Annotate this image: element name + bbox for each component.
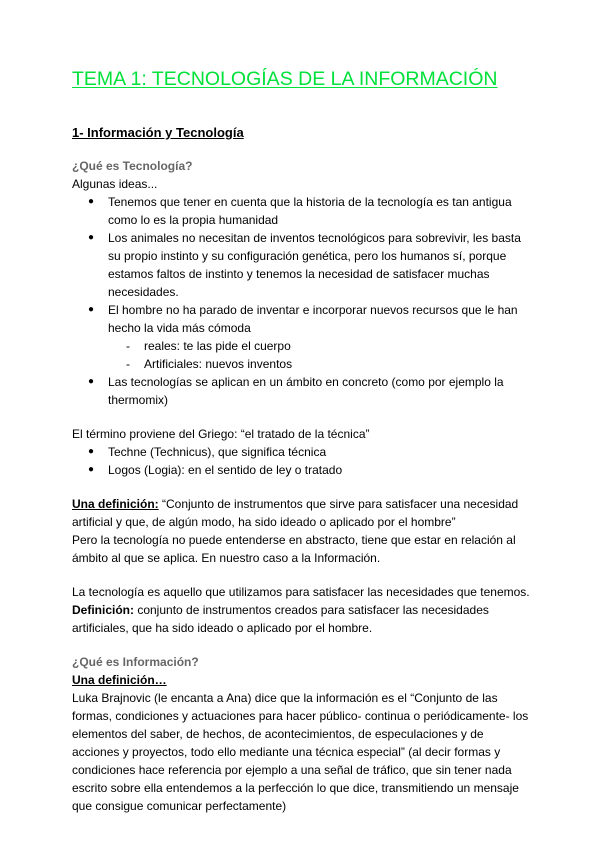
definition2-paragraph [72,601,532,637]
list-item-text: Los animales no necesitan de inventos tecnológicos para sobrevivir, les basta su propio instinto y su configuración genética, pero los humanos sí, porque estamos faltos de instinto y tenemos la necesidad de satisfacer muchas necesidades. [108,231,521,299]
list-item [72,443,532,461]
definition-text: “Conjunto de instrumentos que sirve para satisfacer una necesidad artificial y que, de algún modo, ha sido ideado o aplicado por el hombre” [72,497,519,529]
definition-paragraph [72,495,532,531]
sublist-item-text: Artificiales: nuevos inventos [144,357,293,371]
list-item-text: Tenemos que tener en cuenta que la historia de la tecnología es tan antigua como lo es la propia humanidad [108,195,512,227]
bullet-icon: ● [88,464,95,475]
bullet-icon: ● [88,196,95,207]
list-item [72,229,532,301]
technology-paragraph: La tecnología es aquello que utilizamos para satisfacer las necesidades que tenemos. [72,585,530,599]
list-item [72,301,532,337]
dash-icon: - [126,339,130,353]
list-item-text: El hombre no ha parado de inventar e incorporar nuevos recursos que le han hecho la vida más cómoda [108,303,518,335]
greek-terms-list [72,443,532,479]
information-definition-label: Una definición… [72,673,167,687]
list-item-text: Las tecnologías se aplican en un ámbito en concreto (como por ejemplo la thermomix) [108,375,504,407]
definition2-text: conjunto de instrumentos creados para satisfacer las necesidades artificiales, que ha sido ideado o aplicado por el hombre. [72,603,489,635]
list-item-text: Logos (Logia): en el sentido de ley o tratado [108,463,343,477]
question-heading-information: ¿Qué es Información? [72,655,199,669]
question-heading-technology: ¿Qué es Tecnología? [72,159,193,173]
bullet-icon: ● [88,304,95,315]
bullet-icon: ● [88,232,95,243]
definition-label: Una definición: [72,497,159,511]
definition2-label: Definición: [72,603,134,617]
technology-ideas-list-continued [72,373,532,409]
greek-origin-text: El término proviene del Griego: “el tratado de la técnica” [72,427,370,441]
definition-followup: Pero la tecnología no puede entenderse en abstracto, tiene que estar en relación al ámbito al que se aplica. En nuestro caso a la Información. [72,533,516,565]
list-item [72,373,532,409]
intro-text: Algunas ideas... [72,177,158,191]
sublist-item-text: reales: te las pide el cuerpo [144,339,291,353]
bullet-icon: ● [88,446,95,457]
section-heading: 1- Información y Tecnología [72,125,244,140]
list-item [72,461,532,479]
sublist-item [72,355,532,373]
needs-sublist [72,337,532,373]
list-item [72,193,532,229]
information-paragraph: Luka Brajnovic (le encanta a Ana) dice que la información es el “Conjunto de las formas, condiciones y actuaciones para hacer público- continua o periódicamente- los elementos del saber, de hechos, de acontecimientos, de especulaciones y de acciones y proyectos, todo ello mediante una técnica especial” (al decir formas y condiciones hace referencia por ejemplo a una señal de tráfico, que sin tener nada escrito sobre ella entendemos a la perfección lo que dice, transmitiendo un mensaje que consigue comunicar perfectamente) [72,691,529,813]
bullet-icon: ● [88,376,95,387]
document-body [72,157,532,815]
technology-ideas-list [72,193,532,337]
document-title: TEMA 1: TECNOLOGÍAS DE LA INFORMACIÓN [72,68,498,90]
sublist-item [72,337,532,355]
list-item-text: Techne (Technicus), que significa técnica [108,445,327,459]
dash-icon: - [126,357,130,371]
